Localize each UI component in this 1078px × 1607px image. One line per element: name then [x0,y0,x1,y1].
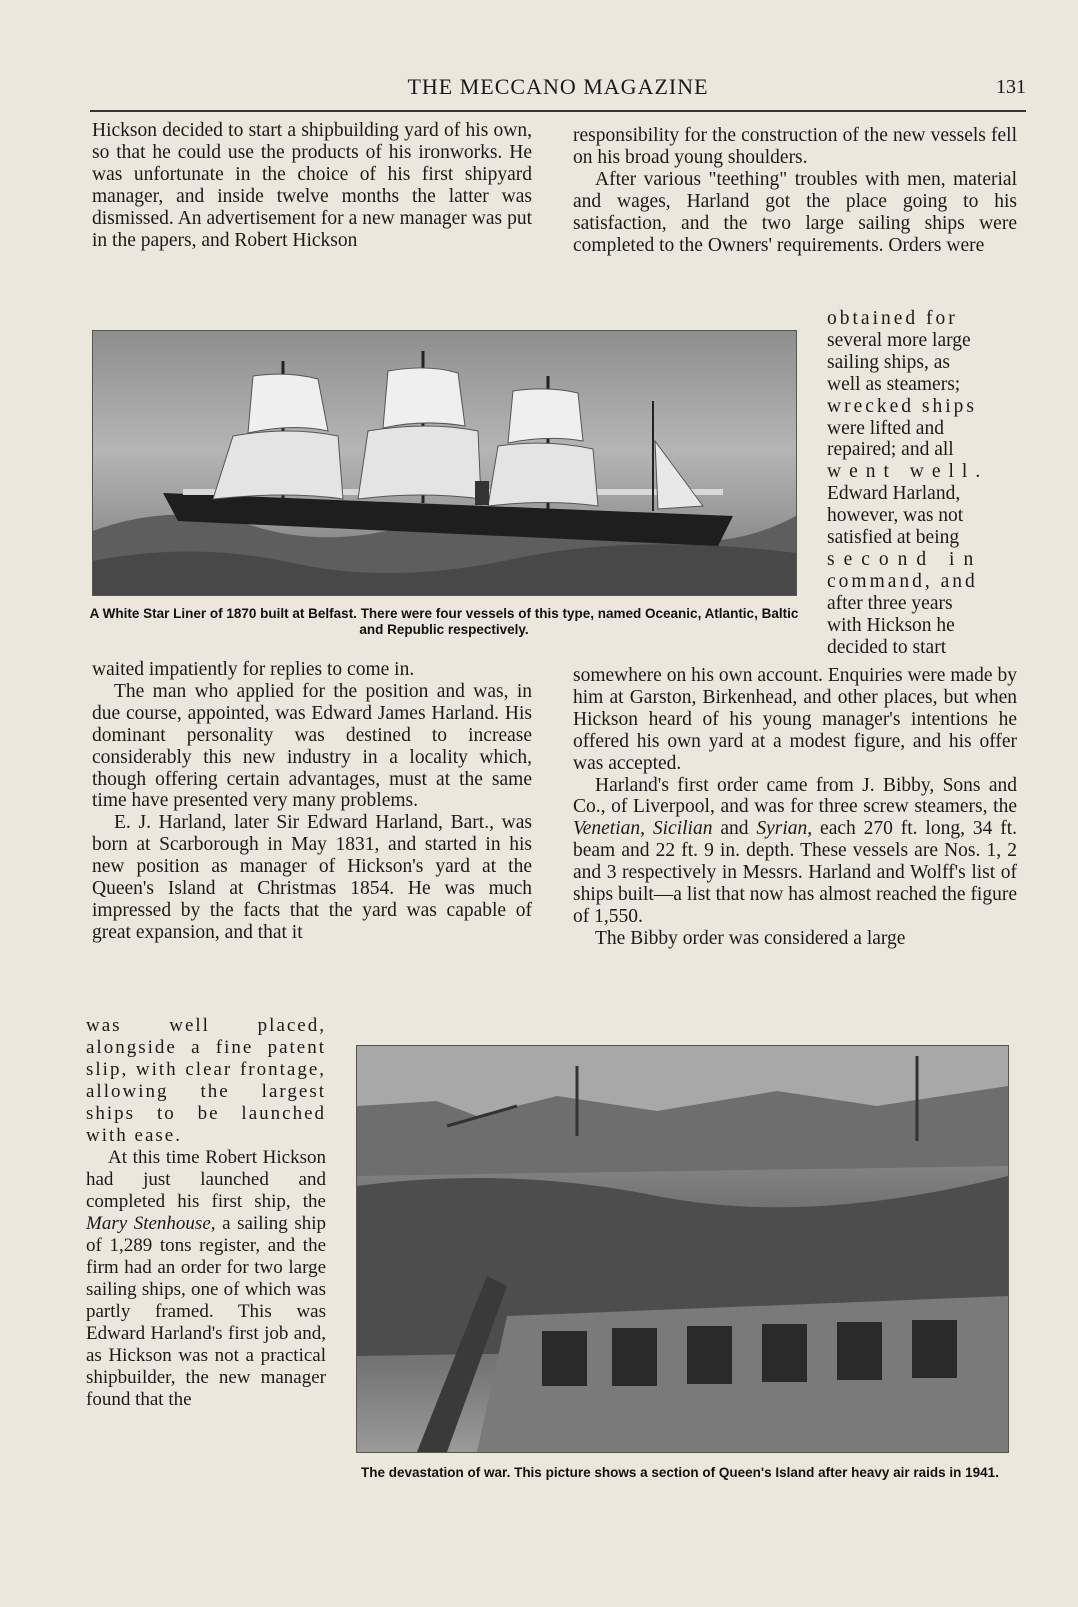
column-2-middle [573,665,1017,950]
column-2-wrap [827,308,1017,659]
line: went well. [827,461,989,483]
line: satisfied at being [827,527,960,549]
page-number: 131 [996,76,1026,98]
line: command, and [827,570,978,592]
line: well as steamers; [827,373,961,395]
text: At this time Robert Hickson had just launched and completed his first ship, the [86,1147,326,1212]
paragraph: somewhere on his own account. Enquiries were made by him at Garston, Birkenhead, and other places, but when Hickson heard of his young manager's intentions he offered his own yard at a modest figure, and his offer was accepted. [573,665,1017,774]
line: sailing ships, as [827,351,950,373]
text: a sailing ship of 1,289 tons register, and the firm had an order for two large sailing ships, one of which was partly framed. This was Edward Harland's first job and, as Hickson was not a practical shipbuilder, the new manager found that the [86,1213,326,1410]
column-1-bottom [86,1015,326,1411]
paragraph: waited impatiently for replies to come in. [92,659,415,680]
line: repaired; and all [827,439,954,461]
ship-illustration [93,331,796,595]
paragraph: responsibility for the construction of the new vessels fell on his broad young shoulders. [573,125,1017,168]
ruins-photograph [356,1045,1009,1453]
ship-name: Syrian, [756,818,813,840]
ruins-caption: The devastation of war. This picture shows a section of Queen's Island after heavy air raids in 1941. [361,1465,999,1480]
paragraph [573,775,1017,928]
paragraph: The man who applied for the position and was, in due course, appointed, was Edward James Harland. His dominant personality was destined to increase considerably this new industry in a locality which, though offering certain advantages, must at the same time have presented very many problems. [92,680,532,812]
line: however, was not [827,505,964,527]
ship-names: Venetian, Sicilian [573,818,713,840]
paragraph: The Bibby order was considered a large [595,927,906,949]
column-1-middle [92,659,532,944]
magazine-title: THE MECCANO MAGAZINE [407,74,709,99]
line: with Hickson he [827,614,955,636]
ruins-illustration [357,1046,1008,1452]
line: Edward Harland, [827,483,961,505]
paragraph: Hickson decided to start a shipbuilding yard of his own, so that he could use the products of his ironworks. He was unfortunate in the choice of his first shipyard manager, and inside twelve months the latter was dismissed. An advertisement for a new manager was put in the papers, and Robert Hickson [92,120,532,251]
text: and [712,818,757,840]
paragraph: was well placed, alongside a fine patent slip, with clear frontage, allowing the largest ships to be launched with ease. [86,1015,326,1146]
text: Harland's first order came from J. Bibby, Sons and Co., of Liverpool, and was for three screw steamers, the [573,774,1017,818]
line: several more large [827,329,971,351]
line: wrecked ships [827,395,978,417]
text: each 270 ft. long, 34 ft. beam and 22 ft. 9 in. depth. These vessels are Nos. 1, 2 and 3 respectively in Messrs. Harland and Wolff's list of ships built—a list that now has almost reached the figure of 1,550. [573,818,1017,927]
line: after three years [827,592,953,614]
ship-caption: A White Star Liner of 1870 built at Belfast. There were four vessels of this type, named Oceanic, Atlantic, Baltic and Republic respectively. [89,606,799,637]
ship-photograph [92,330,797,596]
paragraph: After various "teething" troubles with men, material and wages, Harland got the place going to his satisfaction, and the two large sailing ships were completed to the Owners' requirements. Orders were [573,168,1017,256]
paragraph [86,1147,326,1411]
paragraph: E. J. Harland, later Sir Edward Harland, Bart., was born at Scarborough in May 1831, and started in his new position as manager of Hickson's yard at the Queen's Island at Christmas 1854. He was much impressed by the facts that the yard was capable of great expansion, and that it [92,812,532,943]
page-header [90,70,1026,112]
line: obtained for [827,308,958,329]
ship-name: Mary Stenhouse, [86,1213,216,1234]
line: were lifted and [827,417,944,439]
line: decided to start [827,636,947,658]
line: second in [827,548,983,570]
column-1-top [92,120,532,251]
column-2-top [573,125,1017,256]
